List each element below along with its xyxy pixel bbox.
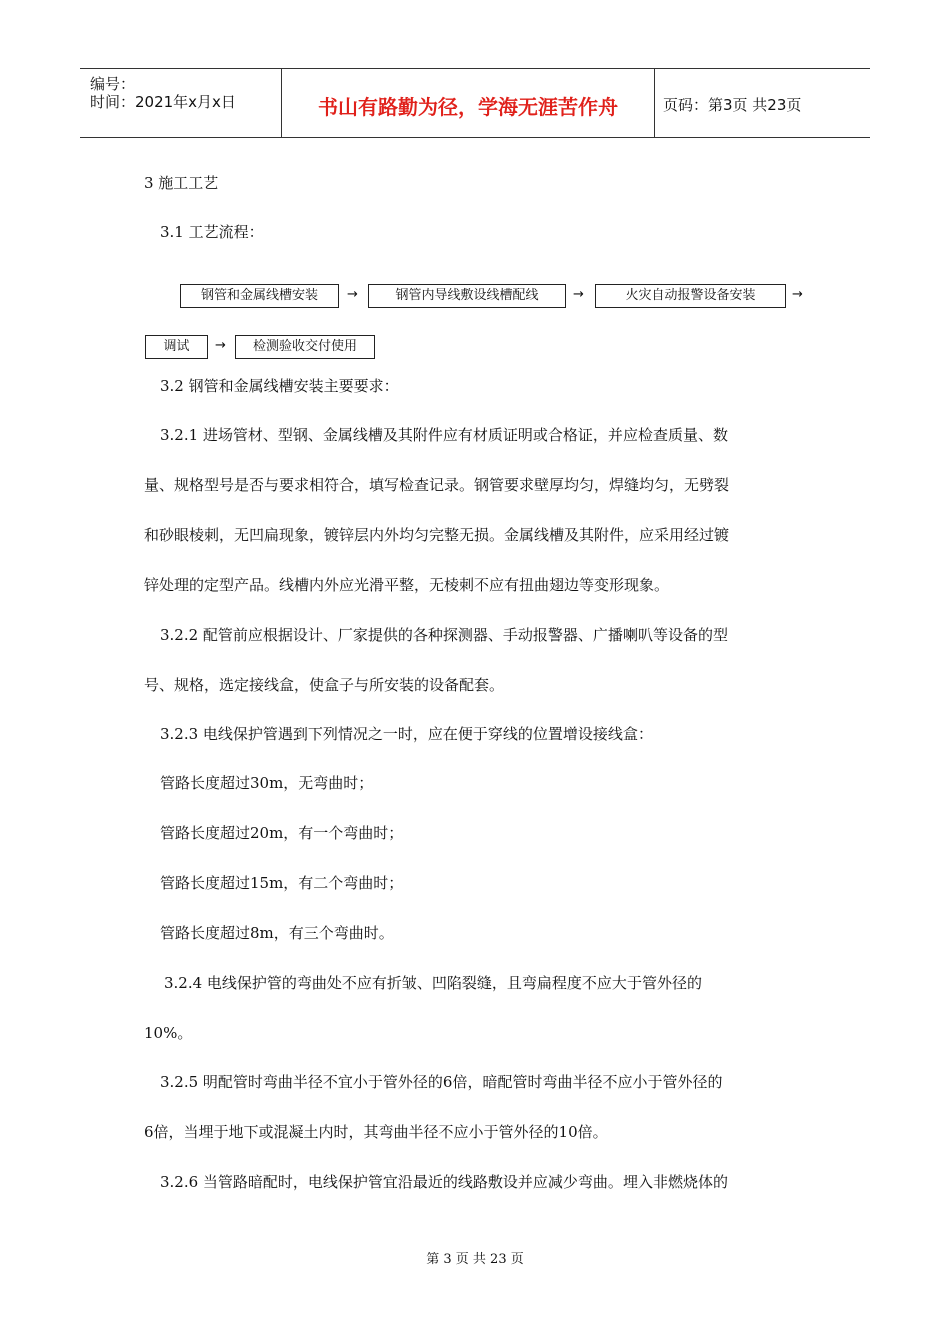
body-line: 锌处理的定型产品。线槽内外应光滑平整，无棱刺不应有扭曲翅边等变形现象。 xyxy=(144,576,670,594)
body-line: 号、规格，选定接线盒，使盒子与所安装的设备配套。 xyxy=(144,676,505,694)
flow-step-4: 调试 xyxy=(145,335,208,359)
body-line: 3.2.5 明配管时弯曲半径不宜小于管外径的6倍，暗配管时弯曲半径不应小于管外径的 xyxy=(160,1073,723,1091)
subsection-3-2: 3.2 钢管和金属线槽安装主要要求： xyxy=(160,377,399,395)
subsection-3-1: 3.1 工艺流程： xyxy=(160,223,264,241)
body-line: 3.2.3 电线保护管遇到下列情况之一时，应在便于穿线的位置增设接线盒： xyxy=(160,725,653,743)
header-page-cell xyxy=(655,69,870,137)
flow-arrow: → xyxy=(215,338,226,353)
flow-step-2: 钢管内导线敷设线槽配线 xyxy=(368,284,566,308)
number-label: 编号： xyxy=(90,75,136,93)
page-footer: 第 3 页 共 23 页 xyxy=(426,1252,524,1267)
motto: 书山有路勤为径，学海无涯苦作舟 xyxy=(318,95,618,119)
body-line: 3.2.6 当管路暗配时，电线保护管宜沿最近的线路敷设并应减少弯曲。埋入非燃烧体的 xyxy=(160,1173,728,1191)
flow-step-3: 火灾自动报警设备安装 xyxy=(595,284,786,308)
flow-arrow: → xyxy=(792,287,803,302)
list-item: 管路长度超过30m，无弯曲时； xyxy=(160,774,374,792)
list-item: 管路长度超过8m，有三个弯曲时。 xyxy=(160,924,394,942)
header-motto-cell xyxy=(282,69,655,137)
section-title: 3 施工工艺 xyxy=(144,174,219,192)
date-label: 时间：2021年x月x日 xyxy=(90,93,236,111)
flow-step-1: 钢管和金属线槽安装 xyxy=(180,284,339,308)
flow-step-5: 检测验收交付使用 xyxy=(235,335,375,359)
body-line: 和砂眼棱刺，无凹扁现象，镀锌层内外均匀完整无损。金属线槽及其附件，应采用经过镀 xyxy=(144,526,730,544)
body-line: 3.2.4 电线保护管的弯曲处不应有折皱、凹陷裂缝，且弯扁程度不应大于管外径的 xyxy=(164,974,702,992)
body-line: 10%。 xyxy=(144,1024,193,1042)
flow-arrow: → xyxy=(347,287,358,302)
list-item: 管路长度超过15m，有二个弯曲时； xyxy=(160,874,404,892)
flow-arrow: → xyxy=(573,287,584,302)
body-line: 量、规格型号是否与要求相符合，填写检查记录。钢管要求壁厚均匀，焊缝均匀，无劈裂 xyxy=(144,476,730,494)
body-line: 3.2.2 配管前应根据设计、厂家提供的各种探测器、手动报警器、广播喇叭等设备的型 xyxy=(160,626,728,644)
page-number-label: 页码：第3页 共23页 xyxy=(663,96,802,114)
header-meta-cell xyxy=(80,69,282,137)
body-line: 6倍，当埋于地下或混凝土内时，其弯曲半径不应小于管外径的10倍。 xyxy=(144,1123,608,1141)
page-header xyxy=(80,68,870,138)
body-line: 3.2.1 进场管材、型钢、金属线槽及其附件应有材质证明或合格证，并应检查质量、数 xyxy=(160,426,728,444)
list-item: 管路长度超过20m，有一个弯曲时； xyxy=(160,824,404,842)
